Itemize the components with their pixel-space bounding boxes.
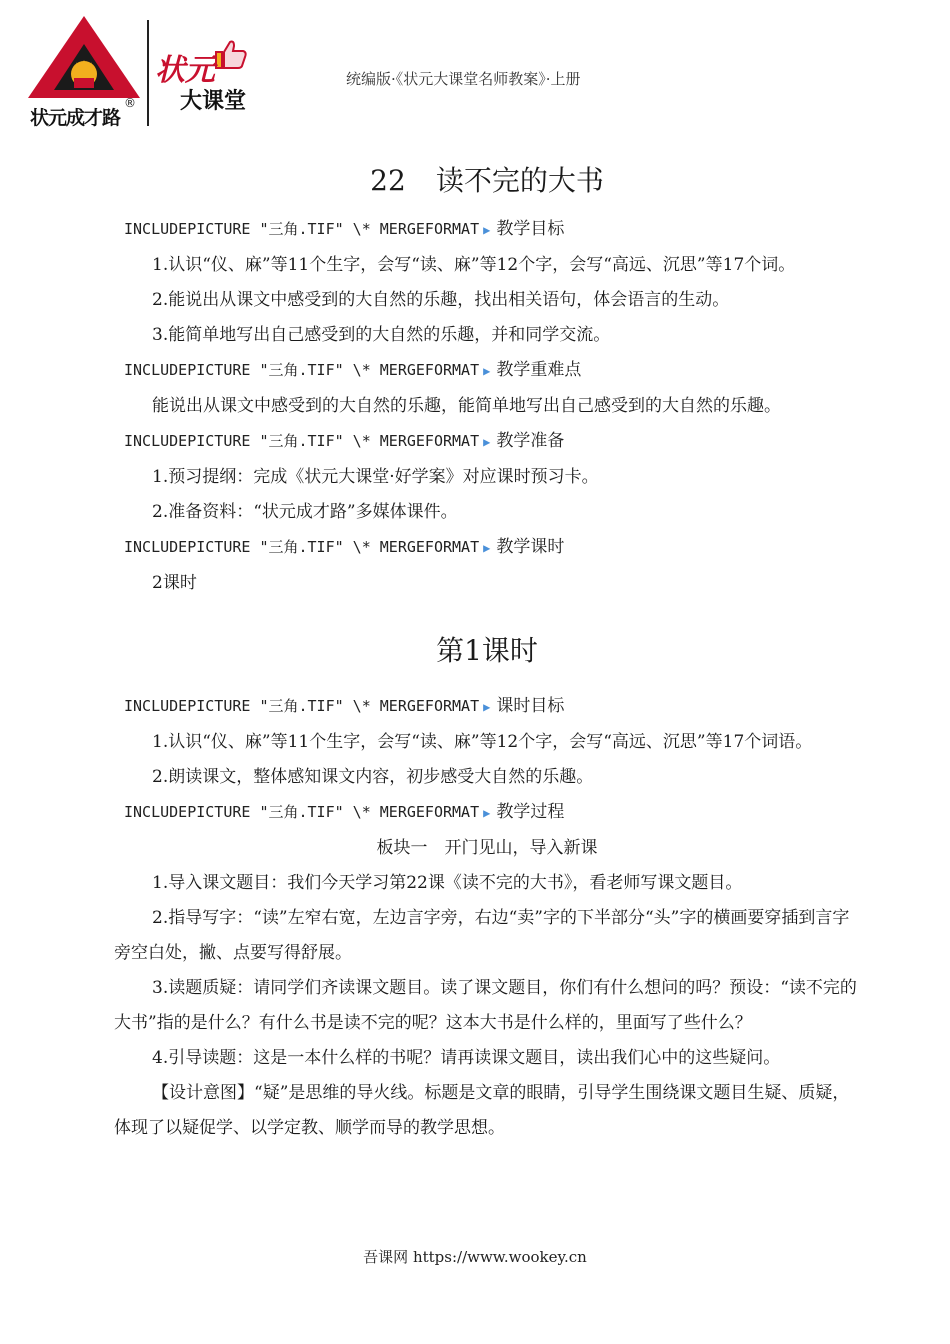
- section-heading-key-points: [114, 353, 860, 389]
- process-step: 3.读题质疑：请同学们齐读课文题目。读了课文题目，你们有什么想问的吗？预设：“读不完的大书”指的是什么？有什么书是读不完的呢？这本大书是什么样的，里面写了些什么？: [114, 978, 857, 1033]
- page-header: [0, 0, 950, 140]
- header-divider: [147, 20, 149, 126]
- field-code: INCLUDEPICTURE "三角.TIF" \* MERGEFORMAT: [124, 432, 480, 450]
- section-heading-goals: [114, 212, 860, 248]
- period-goal-item: 1.认识“仪、麻”等11个生字，会写“读、麻”等12个字，会写“高远、沉思”等17个词语。: [152, 732, 813, 752]
- triangle-icon: ▶: [483, 806, 491, 820]
- design-intent: 【设计意图】“疑”是思维的导火线。标题是文章的眼睛，引导学生围绕课文题目生疑、质疑，体现了以疑促学、以学定教、顺学而导的教学思想。: [114, 1083, 850, 1138]
- goal-item: 1.认识“仪、麻”等11个生字，会写“读、麻”等12个字，会写“高远、沉思”等17个词。: [152, 255, 796, 275]
- section-heading-preparation: [114, 424, 860, 460]
- block-title: 板块一 开门见山，导入新课: [376, 838, 598, 858]
- process-step: 1.导入课文题目：我们今天学习第22课《读不完的大书》，看老师写课文题目。: [152, 873, 743, 893]
- section-label: 教学准备: [496, 431, 565, 451]
- triangle-icon: ▶: [483, 223, 491, 237]
- lesson-number: 22: [370, 164, 406, 197]
- field-code: INCLUDEPICTURE "三角.TIF" \* MERGEFORMAT: [124, 697, 480, 715]
- section-heading-period-goals: [114, 689, 860, 725]
- document-header-title: 统编版·《状元大课堂名师教案》·上册: [346, 70, 581, 88]
- section-label: 教学重难点: [496, 360, 582, 380]
- triangle-icon: ▶: [483, 700, 491, 714]
- section-label: 教学过程: [496, 802, 565, 822]
- brand-logo-icon: [26, 14, 142, 100]
- process-step: 4.引导读题：这是一本什么样的书呢？请再读课文题目，读出我们心中的这些疑问。: [152, 1048, 781, 1068]
- section-label: 教学课时: [496, 537, 565, 557]
- preparation-item: 2.准备资料：“状元成才路”多媒体课件。: [152, 502, 458, 522]
- page-footer: 吾课网 https://www.wookey.cn: [363, 1248, 587, 1266]
- period-title: 第1课时: [436, 634, 538, 667]
- period-goal-item: 2.朗读课文，整体感知课文内容，初步感受大自然的乐趣。: [152, 767, 594, 787]
- process-step: 2.指导写字：“读”左窄右宽，左边言字旁，右边“卖”字的下半部分“头”字的横画要穿插到言字旁空白处，撇、点要写得舒展。: [114, 908, 850, 963]
- preparation-item: 1.预习提纲：完成《状元大课堂·好学案》对应课时预习卡。: [152, 467, 599, 487]
- registered-mark: ®: [124, 96, 136, 110]
- triangle-icon: ▶: [483, 364, 491, 378]
- goal-item: 2.能说出从课文中感受到的大自然的乐趣，找出相关语句，体会语言的生动。: [152, 290, 730, 310]
- triangle-icon: ▶: [483, 541, 491, 555]
- brand-sub-bottom: 大课堂: [180, 89, 247, 114]
- document-body: [114, 160, 860, 1146]
- lesson-title: [114, 160, 860, 202]
- thumbs-up-icon: [212, 38, 248, 70]
- section-heading-process: [114, 795, 860, 831]
- section-label: 课时目标: [496, 696, 565, 716]
- key-points-text: 能说出从课文中感受到的大自然的乐趣，能简单地写出自己感受到的大自然的乐趣。: [152, 396, 781, 416]
- section-heading-hours: [114, 530, 860, 566]
- section-label: 教学目标: [496, 219, 565, 239]
- field-code: INCLUDEPICTURE "三角.TIF" \* MERGEFORMAT: [124, 803, 480, 821]
- field-code: INCLUDEPICTURE "三角.TIF" \* MERGEFORMAT: [124, 220, 480, 238]
- field-code: INCLUDEPICTURE "三角.TIF" \* MERGEFORMAT: [124, 538, 480, 556]
- field-code: INCLUDEPICTURE "三角.TIF" \* MERGEFORMAT: [124, 361, 480, 379]
- lesson-name: 读不完的大书: [435, 164, 604, 197]
- goal-item: 3.能简单地写出自己感受到的大自然的乐趣，并和同学交流。: [152, 325, 611, 345]
- brand-name: 状元成才路: [30, 107, 121, 129]
- hours-text: 2课时: [152, 573, 197, 593]
- triangle-icon: ▶: [483, 435, 491, 449]
- brand-sub-top: 状元: [155, 53, 215, 88]
